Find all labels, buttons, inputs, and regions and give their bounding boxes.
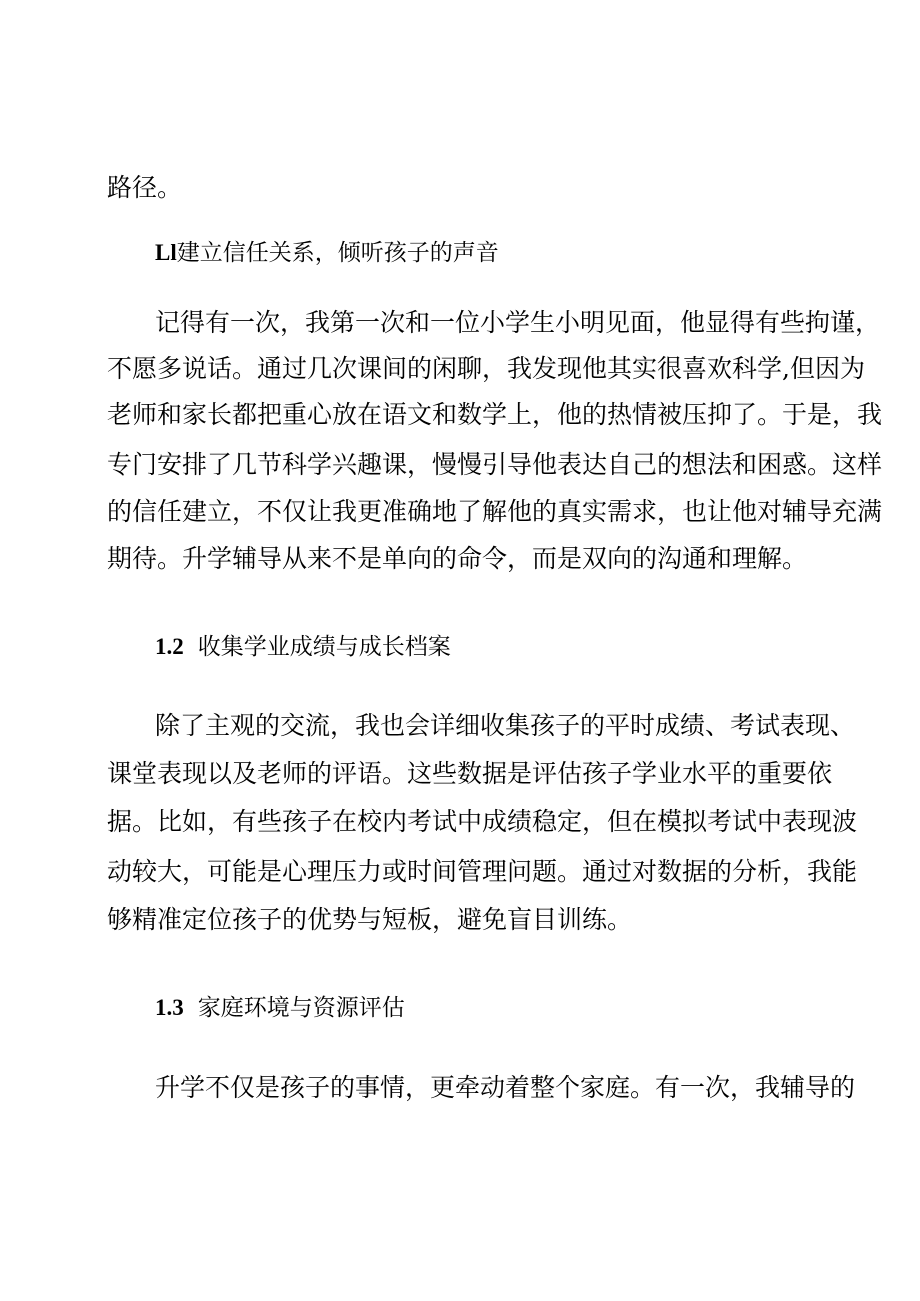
section-title: 家庭环境与资源评估 <box>197 995 405 1021</box>
section-title: 建立信任关系，倾听孩子的声音 <box>176 240 499 266</box>
section-number: 1.3 <box>155 995 184 1020</box>
paragraph-line: 动较大，可能是心理压力或时间管理问题。通过对数据的分析，我能 <box>107 857 858 886</box>
paragraph-line: 的信任建立，不仅让我更准确地了解他的真实需求，也让他对辅导充满 <box>107 497 883 526</box>
paragraph-line: 升学不仅是孩子的事情，更牵动着整个家庭。有一次，我辅导的 <box>155 1073 856 1102</box>
paragraph-line: 不愿多说话。通过几次课间的闲聊，我发现他其实很喜欢科学,但因为 <box>107 354 865 383</box>
paragraph-line: 够精准定位孩子的优势与短板，避免盲目训练。 <box>107 905 633 934</box>
paragraph-line: 期待。升学辅导从来不是单向的命令，而是双向的沟通和理解。 <box>107 544 808 573</box>
intro-line: 路径。 <box>107 173 183 202</box>
paragraph-line: 课堂表现以及老师的评语。这些数据是评估孩子学业水平的重要依 <box>107 759 833 788</box>
paragraph-line: 据。比如，有些孩子在校内考试中成绩稳定，但在模拟考试中表现波 <box>107 807 858 836</box>
paragraph-line: 老师和家长都把重心放在语文和数学上，他的热情被压抑了。于是，我 <box>107 400 883 429</box>
paragraph-line: 记得有一次，我第一次和一位小学生小明见面，他显得有些拘谨， <box>155 308 881 337</box>
section-title: 收集学业成绩与成长档案 <box>197 634 451 660</box>
section-number: Ll <box>155 240 177 265</box>
section-heading-1-3 <box>155 993 405 1023</box>
paragraph-line: 除了主观的交流，我也会详细收集孩子的平时成绩、考试表现、 <box>155 711 856 740</box>
section-heading-1-2 <box>155 632 451 662</box>
section-number: 1.2 <box>155 634 184 659</box>
paragraph-line: 专门安排了几节科学兴趣课，慢慢引导他表达自己的想法和困惑。这样 <box>107 450 883 479</box>
section-heading-1-1 <box>155 238 499 268</box>
